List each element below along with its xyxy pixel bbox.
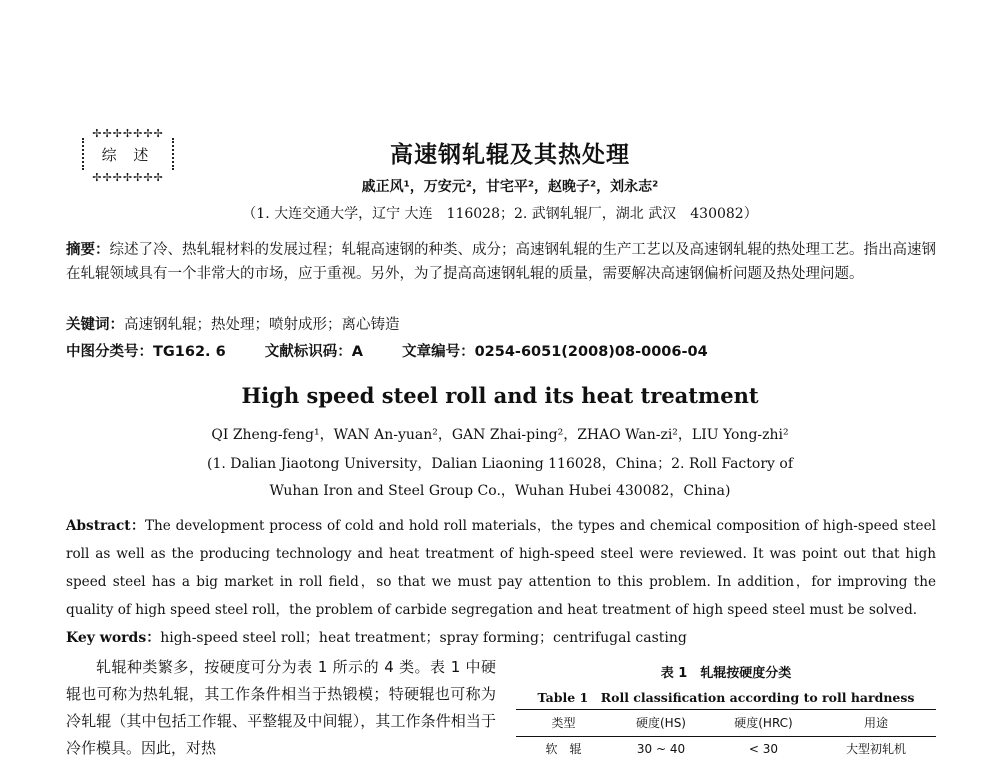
section-badge — [74, 128, 182, 184]
cn-abstract — [66, 238, 936, 286]
hardness-table — [516, 709, 936, 761]
en-authors: QI Zheng-feng¹，WAN An-yuan²，GAN Zhai-ping²，ZHAO Wan-zi²，LIU Yong-zhi² — [211, 427, 789, 443]
en-abstract-label: Abstract： — [66, 518, 145, 534]
cn-authors: 戚正风¹，万安元²，甘宅平²，赵晚子²，刘永志² — [361, 179, 659, 195]
en-keywords-label: Key words： — [66, 630, 161, 646]
section-label: 综 述 — [101, 146, 155, 164]
en-abstract-text: The development process of cold and hold roll materials，the types and chemical composition of high-speed steel roll as well as the producing technology and heat treatment of high-speed steel were reviewed. It was point out that high speed steel has a big market in roll field，so that we must pay attention to this problem. In addition，for improving the quality of high speed steel roll，the problem of carbide segregation and heat treatment of high speed steel must be solved. — [66, 518, 936, 618]
en-affiliation-line2: Wuhan Iron and Steel Group Co.，Wuhan Hubei 430082，China) — [269, 483, 731, 499]
table-header-cell: 用途 — [863, 716, 888, 730]
en-affiliation-line1: (1. Dalian Jiaotong University，Dalian Liaoning 116028，China；2. Roll Factory of — [206, 456, 793, 472]
table-row — [516, 737, 936, 761]
en-abstract — [66, 512, 936, 624]
cn-abstract-label: 摘要： — [66, 242, 110, 258]
table-cell: 30 ~ 40 — [636, 742, 686, 756]
ornament-bottom: ✢✢✢✢✢✢✢ — [92, 171, 164, 184]
table-cell: 软 辊 — [545, 742, 582, 756]
cn-keywords-text: 高速钢轧辊；热处理；喷射成形；离心铸造 — [124, 317, 400, 333]
body-paragraph: 轧辊种类繁多，按硬度可分为表 1 所示的 4 类。表 1 中硬辊也可称为热轧辊，其工作条件相当于热锻模；特硬辊也可称为冷轧辊（其中包括工作辊、平整辊及中间辊），其工作条件相当于冷作模具。因此，对热 — [66, 658, 496, 757]
en-title: High speed steel roll and its heat treatment — [241, 383, 759, 408]
table-header-cell: 硬度(HRC) — [734, 716, 793, 730]
ornament-top: ✢✢✢✢✢✢✢ — [92, 127, 164, 140]
cn-keywords-label: 关键词： — [66, 317, 124, 333]
document-code: 文献标识码：A — [264, 344, 364, 360]
table-cell: 大型初轧机 — [845, 742, 906, 756]
table-cell: < 30 — [748, 742, 779, 756]
table-header-cell: 硬度(HS) — [635, 716, 686, 730]
class-number: 中图分类号：TG162. 6 — [66, 344, 226, 360]
cn-abstract-text: 综述了冷、热轧辊材料的发展过程；轧辊高速钢的种类、成分；高速钢轧辊的生产工艺以及高速钢轧辊的热处理工艺。指出高速钢在轧辊领域具有一个非常大的市场，应于重视。另外，为了提高高速钢轧辊的质量，需要解决高速钢偏析问题及热处理问题。 — [66, 242, 936, 282]
en-keywords-text: high-speed steel roll；heat treatment；spray forming；centrifugal casting — [160, 630, 687, 646]
article-number: 文章编号：0254-6051(2008)08-0006-04 — [402, 344, 708, 360]
table-caption-en: Table 1 Roll classification according to roll hardness — [537, 690, 915, 705]
cn-affiliation: （1. 大连交通大学，辽宁 大连 116028；2. 武钢轧辊厂，湖北 武汉 430082） — [242, 206, 758, 222]
cn-keywords — [66, 313, 936, 337]
cn-title: 高速钢轧辊及其热处理 — [390, 142, 630, 168]
table-header-cell: 类型 — [551, 716, 576, 730]
table-header-row — [516, 710, 936, 737]
en-keywords — [66, 627, 936, 647]
classification-line — [66, 340, 936, 364]
table-caption-cn: 表 1 轧辊按硬度分类 — [660, 666, 792, 681]
